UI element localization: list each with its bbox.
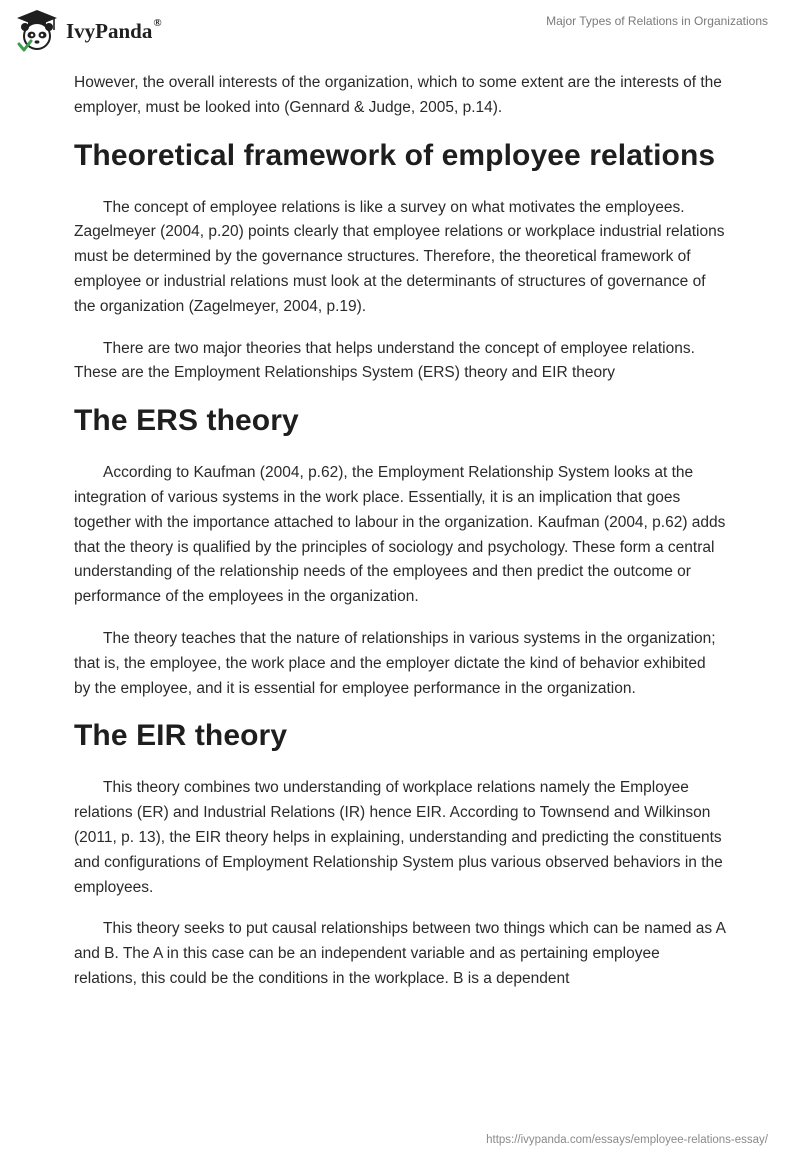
paragraph-ers-1: According to Kaufman (2004, p.62), the Employment Relationship System looks at the integration of various systems in the work place. Essentially, it is an implication that goes together with the importance attached to labour in the organization. Kaufman (2004, p.62) adds that the theory is qualified by the principles of sociology and psychology. These form a central understanding of the relationship needs of the employees and then predict the outcome or performance of the employees in the organization. (74, 464, 726, 606)
brand-name: IvyPanda® (66, 16, 162, 43)
heading-ers-theory: The ERS theory (74, 404, 299, 438)
paragraph-intro: However, the overall interests of the organization, which to some extent are the interests of the employer, must be looked into (Gennard & Judge, 2005, p.14). (74, 74, 722, 116)
paragraph-framework-1: The concept of employee relations is like a survey on what motivates the employees. Zagelmeyer (2004, p.20) points clearly that employee relations or workplace industrial relations must be determined by the governance structures. Therefore, the theoretical framework of employee or industrial relations must look at the determinants of structures of governance of the organization (Zagelmeyer, 2004, p.19). (74, 198, 725, 315)
paragraph-eir-2: This theory seeks to put causal relationships between two things which can be named as A and B. The A in this case can be an independent variable and as pertaining employee relations, this could be the conditions in the workplace. B is a dependent (74, 920, 726, 987)
article-body (74, 71, 726, 1009)
paragraph-framework-2: There are two major theories that helps understand the concept of employee relations. These are the Employment Relationships System (ERS) theory and EIR theory (74, 339, 695, 382)
panda-graduate-icon (14, 8, 60, 52)
heading-theoretical-framework: Theoretical framework of employee relations (74, 138, 716, 172)
registered-mark: ® (153, 16, 162, 29)
document-title: Major Types of Relations in Organizations (546, 14, 768, 28)
paragraph-eir-1: This theory combines two understanding of workplace relations namely the Employee relations (ER) and Industrial Relations (IR) hence EIR. According to Townsend and Wilkinson (2011, p. 13), the EIR theory helps in explaining, understanding and predicting the constituents and configurations of Employment Relationship System plus various observed behaviors in the employees. (74, 779, 723, 896)
heading-eir-theory: The EIR theory (74, 719, 288, 753)
page-header (0, 0, 800, 64)
source-url[interactable]: https://ivypanda.com/essays/employee-relations-essay/ (486, 1134, 768, 1146)
paragraph-ers-2: The theory teaches that the nature of relationships in various systems in the organization; that is, the employee, the work place and the employer dictate the kind of behavior exhibited by the employee, and it is essential for employee performance in the organization. (74, 629, 716, 697)
brand-logo[interactable] (14, 8, 162, 52)
